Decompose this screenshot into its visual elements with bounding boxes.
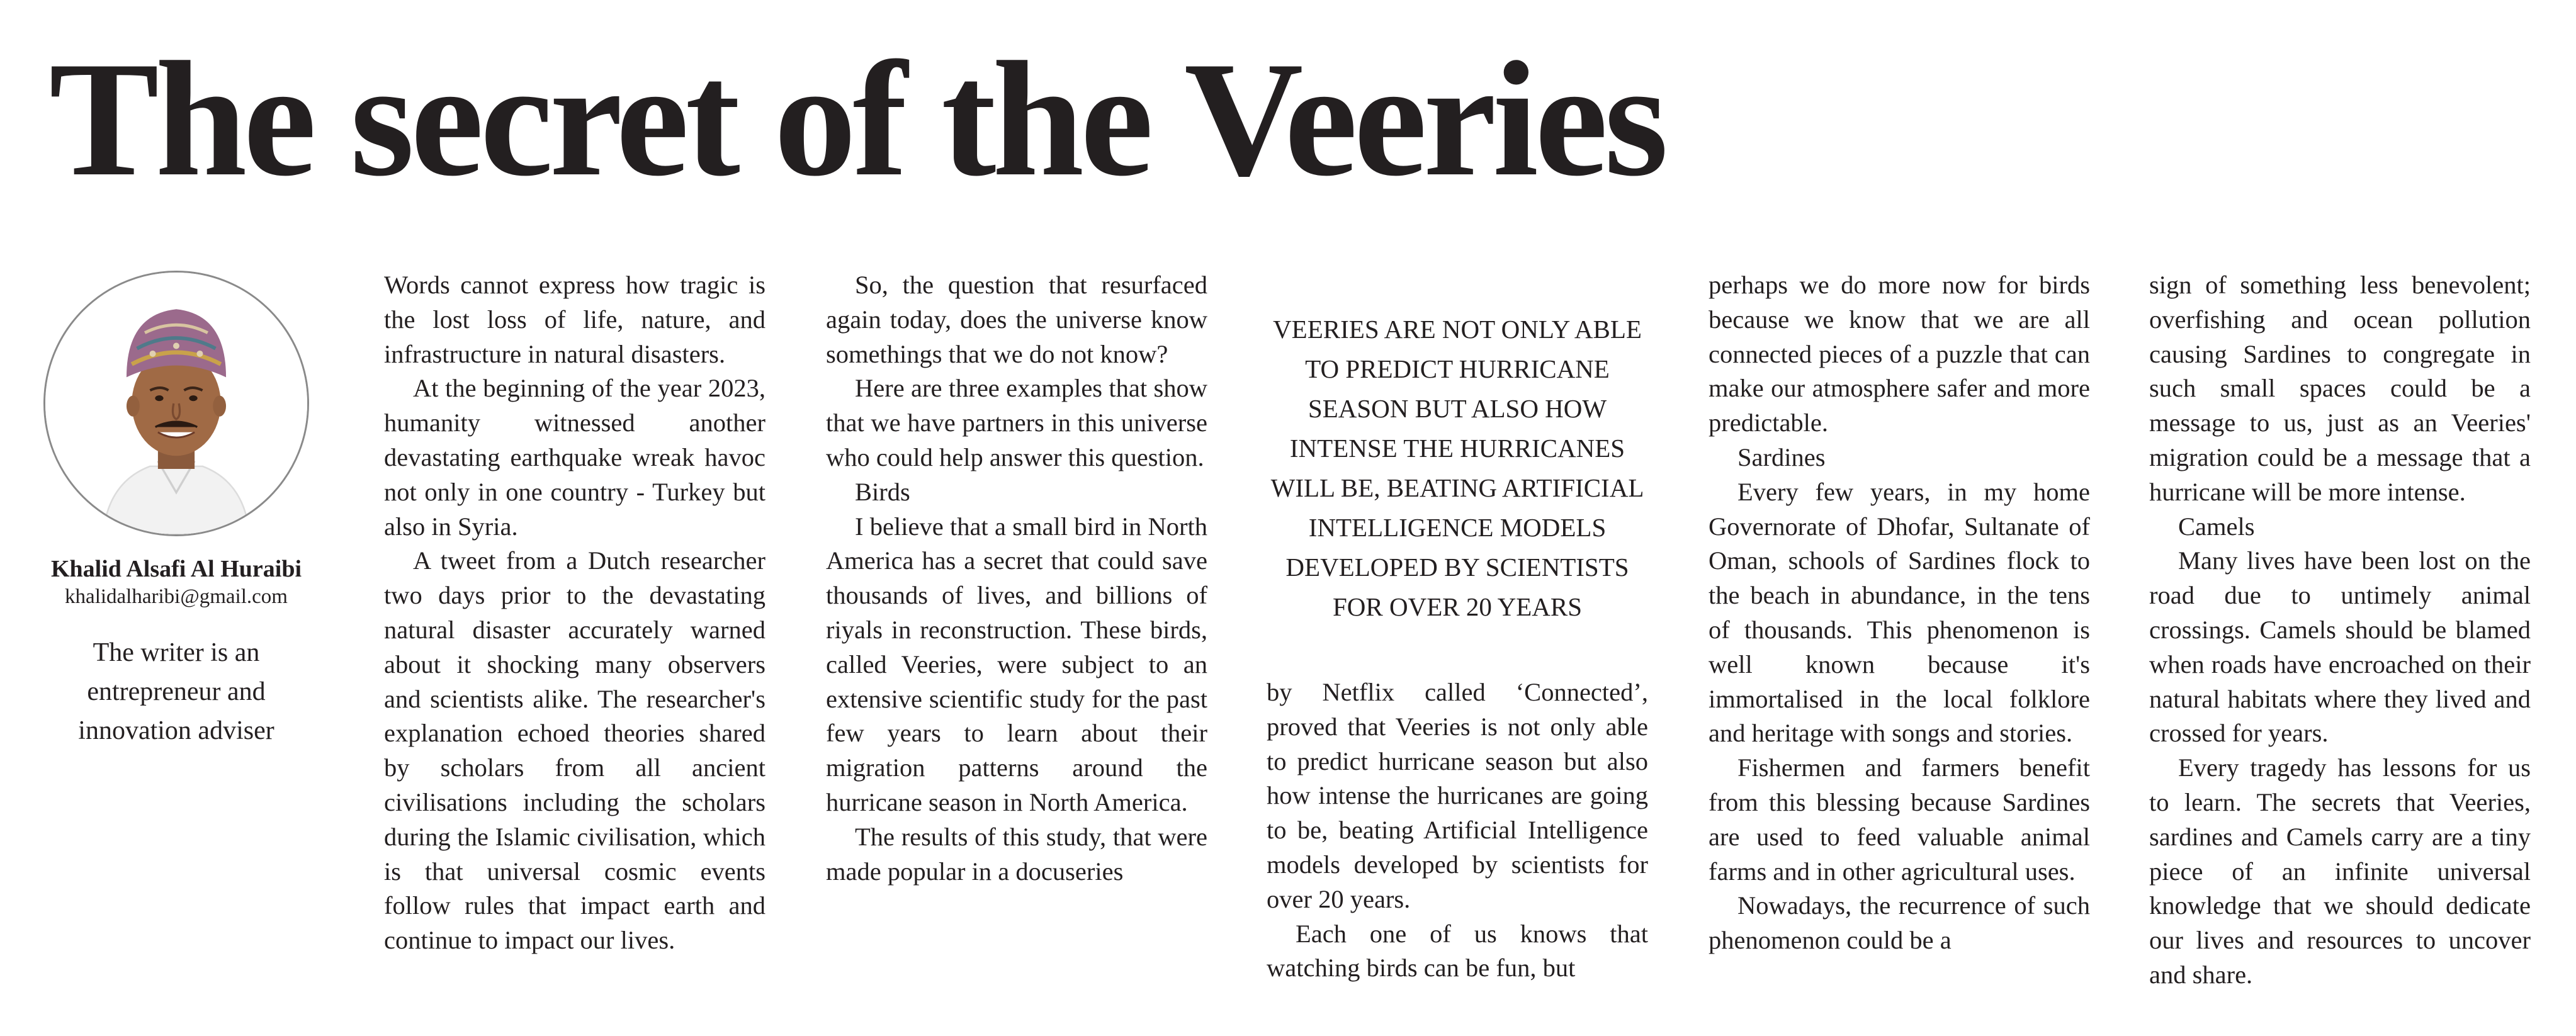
paragraph: The results of this study, that were made popular in a docuseries (826, 822, 1207, 886)
article-column-5 (2149, 268, 2531, 993)
section-heading-sardines: Sardines (1737, 442, 1826, 471)
paragraph: Fishermen and farmers benefit from this blessing because Sardines are used to feed valuable animal farms and in other agricultural uses. (1709, 753, 2090, 886)
paragraph: I believe that a small bird in North America has a secret that could save thousands of lives, and billions of riyals in reconstruction. These birds, called Veeries, were subject to an extensive scientific study for the past few years to learn about their migration patterns around the hurricane season in North America. (826, 512, 1207, 816)
paragraph: Many lives have been lost on the road due to untimely animal crossings. Camels should be blamed when roads have encroached on their natural habitats where they lived and crossed for years. (2149, 546, 2531, 748)
section-heading-camels: Camels (2178, 512, 2255, 541)
paragraph: So, the question that resurfaced again today, does the universe know somethings that we do not know? (826, 271, 1207, 368)
paragraph: Every tragedy has lessons for us to learn. The secrets that Veeries, sardines and Camels carry are a tiny piece of an infinite universal knowledge that we should dedicate our lives and resources to uncover and share. (2149, 753, 2531, 989)
article-column-2 (826, 268, 1207, 889)
byline-box (38, 271, 315, 750)
author-photo (43, 271, 309, 536)
author-portrait-illustration (45, 273, 307, 534)
paragraph: perhaps we do more now for birds because we know that we are all connected pieces of a puzzle that can make our atmosphere safer and more predictable. (1709, 271, 2090, 437)
paragraph: sign of something less benevolent; overfishing and ocean pollution causing Sardines to congregate in such small spaces could be a message to us, just as an Veeries' migration could be a message that a hurricane will be more intense. (2149, 271, 2531, 506)
paragraph: Each one of us knows that watching birds can be fun, but (1267, 919, 1648, 983)
article-column-1 (384, 268, 765, 958)
paragraph: At the beginning of the year 2023, humanity witnessed another devastating earthquake wreak havoc not only in one country - Turkey but also in Syria. (384, 374, 765, 541)
paragraph: A tweet from a Dutch researcher two days prior to the devastating natural disaster accurately warned about it shocking many observers and scientists alike. The researcher's explanation echoed theories shared by scholars from all ancient civilisations including the scholars during the Islamic civilisation, which is that universal cosmic events follow rules that impact earth and continue to impact our lives. (384, 546, 765, 955)
author-bio: The writer is an entrepreneur and innovation adviser (78, 638, 274, 745)
paragraph: Every few years, in my home Governorate of Dhofar, Sultanate of Oman, schools of Sardines flock to the beach in abundance, in the tens of thousands. This phenomenon is well known because it's immortalised in the local folklore and heritage with songs and stories. (1709, 477, 2090, 748)
article-column-3 (1267, 675, 1648, 986)
paragraph: Words cannot express how tragic is the lost loss of life, nature, and infrastructure in natural disasters. (384, 271, 765, 368)
headline: The secret of the Veeries (49, 28, 1665, 210)
author-email[interactable]: khalidalharibi@gmail.com (65, 585, 288, 608)
paragraph: by Netflix called ‘Connected’, proved that Veeries is not only able to predict hurricane season but also how intense the hurricanes are going to be, beating Artificial Intelligence models developed by scientists for over 20 years. (1267, 678, 1648, 913)
pull-quote: VEERIES ARE NOT ONLY ABLE TO PREDICT HURRICANE SEASON BUT ALSO HOW INTENSE THE HURRICANES WILL BE, BEATING ARTIFICIAL INTELLIGENCE MODELS DEVELOPED BY SCIENTISTS FOR OVER 20 YEARS (1270, 315, 1644, 621)
paragraph: Nowadays, the recurrence of such phenomenon could be a (1709, 891, 2090, 955)
paragraph: Here are three examples that show that we have partners in this universe who could help answer this question. (826, 374, 1207, 471)
section-heading-birds: Birds (855, 477, 910, 506)
author-name: Khalid Alsafi Al Huraibi (50, 556, 302, 582)
article-column-4 (1709, 268, 2090, 958)
